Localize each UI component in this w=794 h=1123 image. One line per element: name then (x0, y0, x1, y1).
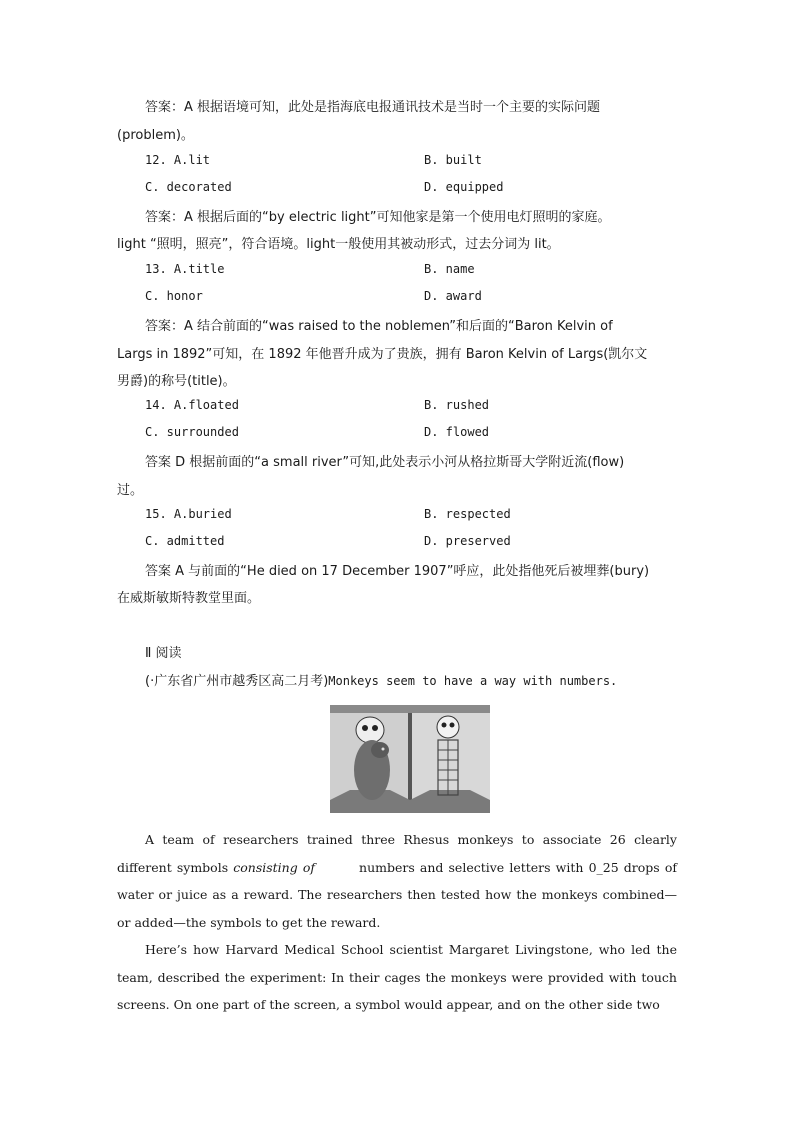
answer-label: 答案： (145, 319, 185, 334)
answer-label: 答案 (145, 564, 172, 579)
q15-option-c: C. admitted (145, 534, 225, 548)
q12-option-a: 12. A.lit (145, 153, 211, 167)
q13-option-d: D. award (424, 289, 482, 303)
paragraph-text: A team of researchers trained three Rhesus monkeys to associate 26 clearly different symbols (117, 832, 677, 875)
section-title: Ⅱ 阅读 (145, 646, 182, 661)
intro-sentence: Monkeys seem to have a way with numbers. (328, 674, 618, 688)
q13-answer-cont-2: 男爵)的称号(title)。 (117, 374, 236, 389)
q12-answer-cont: light “照明，照亮”，符合语境。light一般使用其被动形式，过去分词为 lit。 (117, 237, 560, 252)
q15-option-a: 15. A.buried (145, 507, 232, 521)
q15-option-b: B. respected (424, 507, 511, 521)
reading-paragraph-2 (117, 936, 677, 1019)
answer-text: A 根据语境可知，此处是指海底电报通讯技术是当时一个主要的实际问题 (184, 100, 601, 115)
answer-label: 答案： (145, 210, 185, 225)
answer-text: A 结合前面的“was raised to the noblemen”和后面的“Baron Kelvin of (184, 319, 613, 334)
q12-option-c: C. decorated (145, 180, 232, 194)
q13-option-c: C. honor (145, 289, 203, 303)
q14-answer (145, 451, 705, 470)
q12-option-b: B. built (424, 153, 482, 167)
q13-answer (145, 315, 705, 334)
q14-option-d: D. flowed (424, 425, 490, 439)
q13-answer-cont-1: Largs in 1892”可知，在 1892 年他晋升成为了贵族，拥有 Baron Kelvin of Largs(凯尔文 (117, 347, 648, 362)
reading-intro (145, 670, 705, 689)
highlighted-phrase: consisting of (233, 859, 316, 875)
q15-answer (145, 560, 705, 579)
q12-answer (145, 206, 705, 225)
answer-label: 答案 (145, 455, 172, 470)
q14-answer-cont: 过。 (117, 483, 144, 498)
q11-answer-cont: (problem)。 (117, 128, 194, 143)
q15-option-d: D. preserved (424, 534, 511, 548)
q12-option-d: D. equipped (424, 180, 504, 194)
q14-option-c: C. surrounded (145, 425, 239, 439)
monkey-photo (330, 705, 490, 813)
answer-label: 答案： (145, 100, 185, 115)
q13-option-b: B. name (424, 262, 475, 276)
answer-text: A 与前面的“He died on 17 December 1907”呼应，此处指他死后被埋葬(bury) (175, 564, 650, 579)
paragraph-text: Here’s how Harvard Medical School scientist Margaret Livingstone, who led the team, described the experiment: In their cages the monkeys were provided with touch screens. On one part of the screen, a symbol would appear, and on the other side two (117, 942, 677, 1012)
q13-option-a: 13. A.title (145, 262, 225, 276)
q15-answer-cont: 在威斯敏斯特教堂里面。 (117, 591, 261, 606)
reading-paragraph-1 (117, 826, 677, 936)
paragraph-text-cont: numbers and selective letters with 0_25 drops of water or juice as a reward. The researchers then tested how the monkeys combined—or added—the symbols to get the reward. (117, 859, 677, 930)
q14-option-b: B. rushed (424, 398, 490, 412)
monkey-photo-illustration (330, 705, 490, 813)
source-label: (·广东省广州市越秀区高二月考) (145, 674, 329, 689)
answer-text: A 根据后面的“by electric light”可知他家是第一个使用电灯照明的家庭。 (184, 210, 611, 225)
q11-answer (145, 96, 705, 115)
answer-text: D 根据前面的“a small river”可知,此处表示小河从格拉斯哥大学附近流(flow) (175, 455, 625, 470)
q14-option-a: 14. A.floated (145, 398, 239, 412)
